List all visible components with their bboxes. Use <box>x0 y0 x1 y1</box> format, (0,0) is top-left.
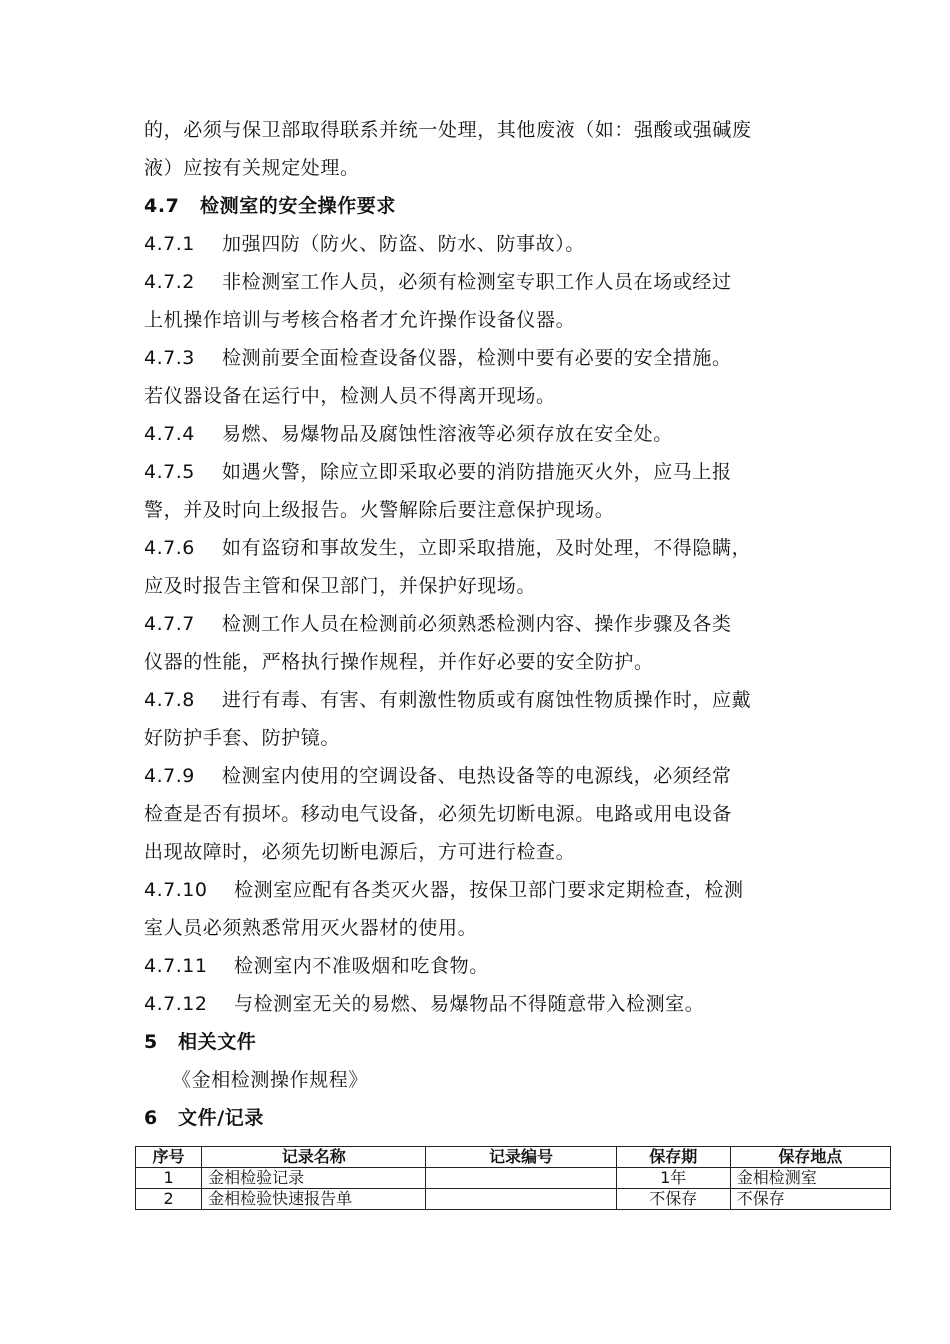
item-text: 检测前要全面检查设备仪器，检测中要有必要的安全措施。 <box>222 347 732 369</box>
header-location: 保存地点 <box>730 1147 890 1168</box>
item-number: 4.7.12 <box>144 993 208 1015</box>
item-continuation: 检查是否有损坏。移动电气设备，必须先切断电源。电路或用电设备 <box>144 803 733 825</box>
cell-seq: 2 <box>136 1189 202 1210</box>
list-item <box>144 529 814 567</box>
item-number: 4.7.3 <box>144 347 195 369</box>
item-continuation: 警，并及时向上级报告。火警解除后要注意保护现场。 <box>144 499 615 521</box>
item-text: 检测工作人员在检测前必须熟悉检测内容、操作步骤及各类 <box>222 613 732 635</box>
cell-record-number <box>426 1189 616 1210</box>
item-continuation: 应及时报告主管和保卫部门，并保护好现场。 <box>144 575 537 597</box>
list-item <box>144 415 814 453</box>
item-number: 4.7.1 <box>144 233 195 255</box>
document-body <box>144 111 814 1137</box>
list-item <box>144 339 814 377</box>
section-title: 文件/记录 <box>178 1107 264 1129</box>
cell-retention: 不保存 <box>616 1189 730 1210</box>
cell-record-name: 金相检验快速报告单 <box>202 1189 426 1210</box>
item-text: 非检测室工作人员，必须有检测室专职工作人员在场或经过 <box>222 271 732 293</box>
header-record-name: 记录名称 <box>202 1147 426 1168</box>
list-item <box>144 681 814 719</box>
table-row <box>136 1168 891 1189</box>
related-document: 《金相检测操作规程》 <box>172 1069 369 1091</box>
cell-seq: 1 <box>136 1168 202 1189</box>
item-continuation: 仪器的性能，严格执行操作规程，并作好必要的安全防护。 <box>144 651 654 673</box>
item-number: 4.7.6 <box>144 537 195 559</box>
item-continuation: 若仪器设备在运行中，检测人员不得离开现场。 <box>144 385 556 407</box>
item-text: 加强四防（防火、防盗、防水、防事故）。 <box>222 233 585 255</box>
header-record-number: 记录编号 <box>426 1147 616 1168</box>
list-item <box>144 225 814 263</box>
item-text: 如遇火警，除应立即采取必要的消防措施灭火外，应马上报 <box>222 461 732 483</box>
paragraph-line: 的，必须与保卫部取得联系并统一处理，其他废液（如：强酸或强碱废 <box>144 119 752 141</box>
item-number: 4.7.4 <box>144 423 195 445</box>
item-number: 4.7.9 <box>144 765 195 787</box>
item-text: 如有盗窃和事故发生，立即采取措施，及时处理，不得隐瞒， <box>222 537 752 559</box>
item-continuation: 室人员必须熟悉常用灭火器材的使用。 <box>144 917 478 939</box>
item-number: 4.7.10 <box>144 879 208 901</box>
item-number: 4.7.8 <box>144 689 195 711</box>
item-text: 检测室应配有各类灭火器，按保卫部门要求定期检查，检测 <box>234 879 744 901</box>
list-item <box>144 757 814 795</box>
section-heading-6 <box>144 1099 814 1137</box>
item-number: 4.7.11 <box>144 955 208 977</box>
item-continuation: 出现故障时，必须先切断电源后，方可进行检查。 <box>144 841 576 863</box>
header-seq: 序号 <box>136 1147 202 1168</box>
section-number: 4.7 <box>144 195 180 217</box>
list-item <box>144 985 814 1023</box>
list-item <box>144 871 814 909</box>
header-retention: 保存期 <box>616 1147 730 1168</box>
item-continuation: 上机操作培训与考核合格者才允许操作设备仪器。 <box>144 309 576 331</box>
item-number: 4.7.5 <box>144 461 195 483</box>
list-item <box>144 947 814 985</box>
item-text: 易燃、易爆物品及腐蚀性溶液等必须存放在安全处。 <box>222 423 673 445</box>
section-heading-5 <box>144 1023 814 1061</box>
section-number: 5 <box>144 1031 158 1053</box>
list-item <box>144 263 814 301</box>
cell-record-number <box>426 1168 616 1189</box>
item-text: 进行有毒、有害、有刺激性物质或有腐蚀性物质操作时，应戴 <box>222 689 752 711</box>
section-title: 检测室的安全操作要求 <box>200 195 397 217</box>
table-row <box>136 1189 891 1210</box>
cell-location: 金相检测室 <box>730 1168 890 1189</box>
item-text: 与检测室无关的易燃、易爆物品不得随意带入检测室。 <box>234 993 705 1015</box>
item-number: 4.7.2 <box>144 271 195 293</box>
section-heading-4-7 <box>144 187 814 225</box>
item-continuation: 好防护手套、防护镜。 <box>144 727 341 749</box>
cell-location: 不保存 <box>730 1189 890 1210</box>
item-text: 检测室内使用的空调设备、电热设备等的电源线，必须经常 <box>222 765 732 787</box>
section-title: 相关文件 <box>178 1031 257 1053</box>
section-number: 6 <box>144 1107 158 1129</box>
cell-retention: 1年 <box>616 1168 730 1189</box>
item-number: 4.7.7 <box>144 613 195 635</box>
table-header-row <box>136 1147 891 1168</box>
item-text: 检测室内不准吸烟和吃食物。 <box>234 955 489 977</box>
list-item <box>144 453 814 491</box>
list-item <box>144 605 814 643</box>
cell-record-name: 金相检验记录 <box>202 1168 426 1189</box>
paragraph-line: 液）应按有关规定处理。 <box>144 157 360 179</box>
records-table <box>135 1146 891 1210</box>
